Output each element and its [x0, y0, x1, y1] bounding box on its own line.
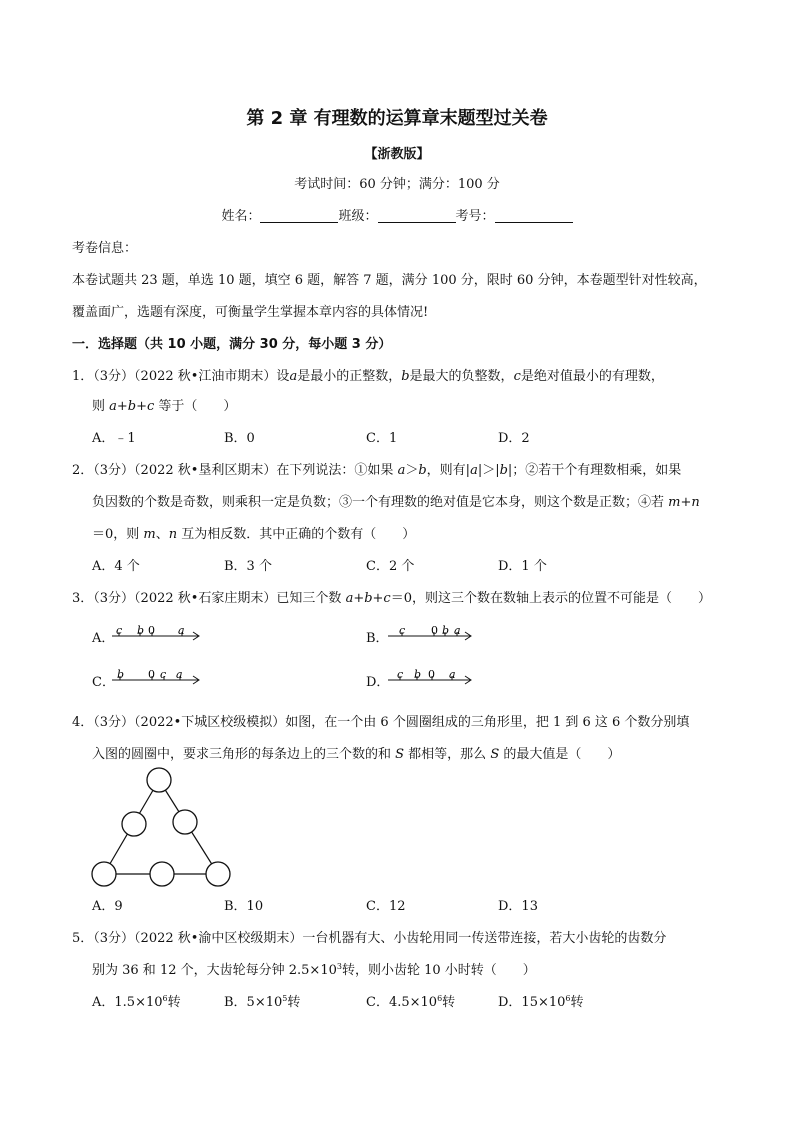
class-label: 班级： [338, 209, 378, 224]
exam-info: 考试时间：60 分钟；满分：100 分 [294, 177, 500, 192]
q2-option-b[interactable]: B．3 个 [224, 559, 272, 574]
circle-triangle-figure [85, 762, 245, 892]
q2-option-a[interactable]: A．4 个 [92, 559, 140, 574]
question-3-line-1: 3．（3分）（2022 秋•石家庄期末）已知三个数 a+b+c＝0，则这三个数在数轴上表示的位置不可能是（ ） [72, 591, 711, 606]
q4-option-d[interactable]: D．13 [498, 899, 538, 914]
number-label: 考号： [455, 209, 495, 224]
circle-left-mid [122, 812, 146, 836]
q5-option-a[interactable]: A．$1.5\times 10^6$转 [92, 994, 181, 1010]
axis-a-label-a: a [178, 624, 185, 637]
question-2-line-1: 2．（3分）（2022 秋•垦利区期末）在下列说法：①如果 a＞b，则有|a|＞|b|；②若干个有理数相乘，如果 [72, 463, 682, 478]
q5-option-b[interactable]: B．$5\times 10^5$转 [224, 994, 301, 1010]
intro-line-2: 覆盖面广，选题有深度，可衡量学生掌握本章内容的具体情况! [72, 305, 429, 320]
number-line-d [386, 664, 481, 686]
axis-b-label-c: c [399, 624, 406, 637]
axis-a-label-b: b [137, 624, 145, 637]
q1-option-c[interactable]: C．1 [366, 431, 398, 446]
name-label: 姓名： [221, 209, 261, 224]
q1-option-d[interactable]: D．2 [498, 431, 530, 446]
axis-d-label-a: a [449, 668, 456, 681]
q4-option-c[interactable]: C．12 [366, 899, 406, 914]
intro-line-1: 本卷试题共 23 题，单选 10 题，填空 6 题，解答 7 题，满分 100 分，限时 60 分钟，本卷题型针对性较高， [72, 273, 707, 288]
axis-b-label-a: a [454, 624, 461, 637]
question-2-line-3: ＝0，则 m、n 互为相反数．其中正确的个数有（ ） [92, 527, 416, 542]
q4-option-b[interactable]: B．10 [224, 899, 264, 914]
q5-option-c[interactable]: C．$4.5\times 10^6$转 [366, 994, 456, 1010]
axis-b-label-0: 0 [431, 624, 438, 637]
q5-option-d[interactable]: D．$15\times 10^6$转 [498, 994, 584, 1010]
edition-label: 【浙教版】 [364, 147, 430, 162]
axis-a-label-0: 0 [148, 624, 155, 637]
axis-a-label-c: c [116, 624, 123, 637]
axis-c-label-a: a [176, 668, 183, 681]
question-2-line-2: 负因数的个数是奇数，则乘积一定是负数；③一个有理数的绝对值是它本身，则这个数是正数；④若 m+n [92, 495, 700, 510]
q2-option-d[interactable]: D．1 个 [498, 559, 547, 574]
axis-d-label-0: 0 [428, 668, 435, 681]
q4-option-a[interactable]: A．9 [92, 899, 123, 914]
question-4-line-1: 4．（3分）（2022•下城区校级模拟）如图，在一个由 6 个圆圈组成的三角形里，把 1 到 6 这 6 个数分别填 [72, 715, 690, 730]
circle-bottom-mid [150, 862, 174, 886]
section-title: 一．选择题（共 10 小题，满分 30 分，每小题 3 分） [72, 337, 392, 352]
q3-option-b[interactable]: B． [366, 631, 389, 646]
axis-d-label-c: c [397, 668, 404, 681]
name-blank[interactable] [260, 208, 338, 223]
circle-bottom-left [92, 862, 116, 886]
q1-option-b[interactable]: B．0 [224, 431, 255, 446]
axis-c-label-c: c [160, 668, 167, 681]
number-line-a [110, 620, 205, 642]
question-4-line-2: 入图的圆圈中，要求三角形的每条边上的三个数的和 S 都相等，那么 S 的最大值是（ ） [92, 747, 621, 762]
student-info-row [0, 208, 794, 226]
axis-d-label-b: b [414, 668, 422, 681]
question-5-line-1: 5．（3分）（2022 秋•渝中区校级期末）一台机器有大、小齿轮用同一传送带连接，若大小齿轮的齿数分 [72, 931, 667, 946]
question-1-line-1: 1．（3分）（2022 秋•江油市期末）设a是最小的正整数，b是最大的负整数，c是绝对值最小的有理数， [72, 369, 664, 384]
axis-c-label-b: b [117, 668, 125, 681]
class-blank[interactable] [378, 208, 456, 223]
page-title: 第 2 章 有理数的运算章末题型过关卷 [246, 108, 548, 129]
number-line-b [386, 620, 481, 642]
q2-option-c[interactable]: C．2 个 [366, 559, 415, 574]
number-blank[interactable] [495, 208, 573, 223]
intro-heading: 考卷信息： [72, 241, 138, 256]
circle-bottom-right [206, 862, 230, 886]
axis-c-label-0: 0 [148, 668, 155, 681]
q1-option-a[interactable]: A．﹣1 [92, 431, 136, 446]
question-5-line-2: 别为 36 和 12 个，大齿轮每分钟 $2.5\times 10^3$转，则小齿轮 10 小时转（ ） [92, 962, 536, 978]
q3-option-d[interactable]: D． [366, 675, 390, 690]
question-1-line-2: 则 a+b+c 等于（ ） [92, 399, 237, 414]
q3-option-a[interactable]: A． [92, 631, 115, 646]
circle-top [147, 768, 171, 792]
number-line-c [110, 664, 205, 686]
q3-option-c[interactable]: C． [92, 675, 115, 690]
circle-right-mid [173, 810, 197, 834]
axis-b-label-b: b [442, 624, 450, 637]
